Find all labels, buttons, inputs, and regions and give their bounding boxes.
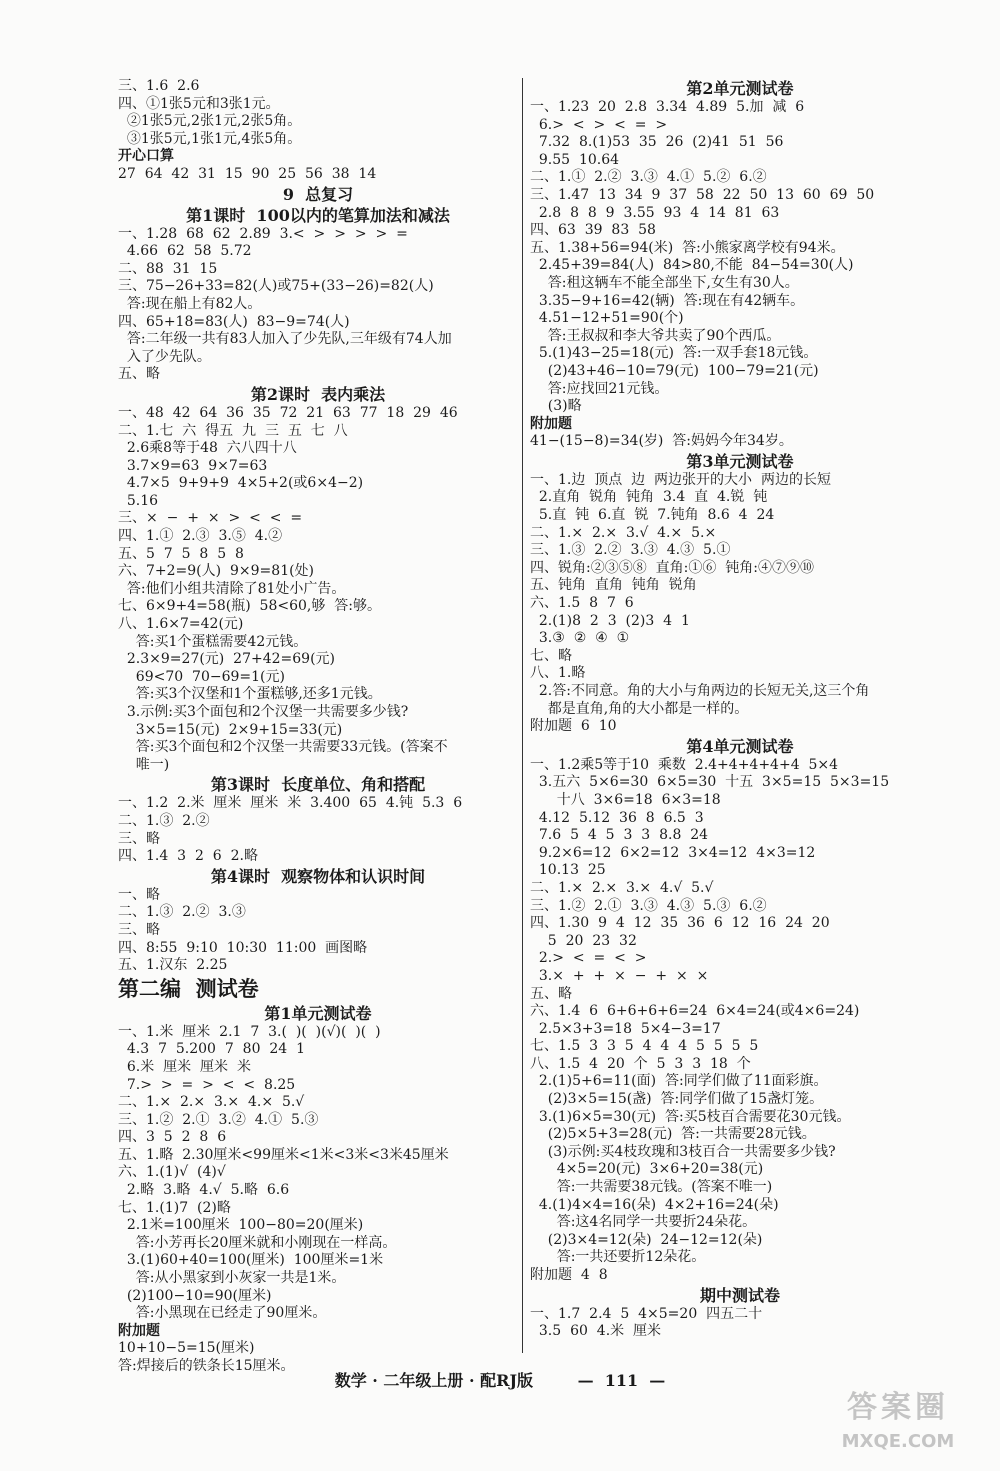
right-heading: 期中测试卷	[699, 1285, 780, 1305]
right-answer-line: 三、1.② 2.① 3.③ 4.③ 5.③ 6.②	[530, 897, 767, 914]
right-answer-line: 3.× + + × − + × ×	[530, 967, 709, 984]
left-answer-line: 三、1.6 2.6	[118, 78, 200, 94]
left-answer-line: 10+10−5=15(厘米)	[118, 1340, 255, 1357]
right-answer-line: 二、1.× 2.× 3.× 4.√ 5.√	[530, 879, 714, 896]
watermark-logo	[808, 1388, 988, 1464]
left-answer-line: 三、1.② 2.① 3.② 4.① 5.③	[118, 1111, 319, 1128]
left-heading: 第二编 测试卷	[118, 975, 259, 1001]
left-answer-line: 二、1.③ 2.② 3.③	[118, 904, 246, 921]
right-answer-line: 4×5=20(元) 3×6+20=38(元)	[530, 1161, 764, 1178]
left-answer-line: ②1张5元,2张1元,2张5角。	[118, 113, 302, 130]
left-answer-line: 六、1.(1)√ (4)√	[118, 1164, 226, 1181]
right-answer-line: 2.45+39=84(人) 84>80,不能 84−54=30(人)	[530, 257, 854, 274]
left-answer-line: 五、5 7 5 8 5 8	[118, 545, 244, 562]
right-answer-line: 4.(1)4×4=16(朵) 4×2+16=24(朵)	[530, 1196, 779, 1213]
left-answer-line: 五、1.汉东 2.25	[118, 957, 228, 974]
left-answer-line: 答:焊接后的铁条长15厘米。	[118, 1358, 295, 1374]
column-divider	[522, 78, 523, 1353]
left-answer-line: 五、略	[118, 366, 160, 383]
left-answer-line: 69<70 70−69=1(元)	[118, 668, 285, 685]
left-answer-line: 7.> > = > < < 8.25	[118, 1076, 296, 1093]
right-answer-line: 5 20 23 32	[530, 932, 637, 949]
left-answer-line: 五、1.略 2.30厘米<99厘米<1米<3米<3米45厘米	[118, 1146, 449, 1163]
right-column	[530, 78, 950, 1341]
left-heading: 第4课时 观察物体和认识时间	[210, 866, 426, 886]
right-answer-line: 7.32 8.(1)53 35 26 (2)41 51 56	[530, 134, 784, 151]
left-answer-line: 答:小芳再长20厘米就和小刚现在一样高。	[118, 1234, 397, 1251]
right-answer-line: 9.2×6=12 6×2=12 3×4=12 4×3=12	[530, 844, 816, 861]
left-answer-line: 一、1.米 厘米 2.1 7 3.( )( )(√)( )( )	[118, 1023, 381, 1040]
left-answer-line: 一、1.2 2.米 厘米 厘米 米 3.400 65 4.钝 5.3 6	[118, 795, 463, 812]
right-answer-line: 附加题 4 8	[530, 1267, 608, 1283]
right-answer-line: 都是直角,角的大小都是一样的。	[530, 700, 749, 717]
left-answer-line: 3.(1)60+40=100(厘米) 100厘米=1米	[118, 1252, 384, 1269]
right-answer-line: 答:一共还要折12朵花。	[530, 1249, 706, 1266]
left-answer-line: 答:二年级一共有83人加入了少先队,三年级有74人加	[118, 331, 452, 348]
right-answer-line: 附加题 6 10	[530, 718, 617, 735]
left-answer-line: 四、1.① 2.③ 3.⑤ 4.②	[118, 528, 283, 545]
right-answer-line: 四、1.30 9 4 12 35 36 6 12 16 24 20	[530, 915, 830, 932]
left-answer-line: 三、75−26+33=82(人)或75+(33−26)=82(人)	[118, 278, 434, 295]
right-answer-line: 答:应找回21元钱。	[530, 380, 669, 397]
left-answer-line: 一、1.28 68 62 2.89 3.< > > > > =	[118, 225, 408, 242]
right-answer-line: (2)3×5=15(盏) 答:同学们做了15盏灯笼。	[530, 1091, 824, 1108]
right-answer-line: 2.(1)8 2 3 (2)3 4 1	[530, 612, 690, 629]
right-answer-line: 八、1.略	[530, 665, 586, 682]
right-heading: 第2单元测试卷	[686, 79, 794, 98]
left-answer-line: 唯一)	[118, 756, 170, 773]
right-answer-line: 4.51−12+51=90(个)	[530, 310, 684, 327]
right-answer-line: 二、1.① 2.② 3.③ 4.① 5.② 6.②	[530, 169, 767, 186]
right-answer-line: 3.(1)6×5=30(元) 答:买5枝百合需要花30元钱。	[530, 1108, 851, 1125]
right-heading: 第4单元测试卷	[686, 736, 794, 756]
right-answer-line: 六、1.5 8 7 6	[530, 595, 634, 612]
left-answer-line: 四、1.4 3 2 6 2.略	[118, 848, 258, 865]
left-answer-line: 开心口算	[118, 148, 174, 165]
right-answer-line: 五、略	[530, 985, 572, 1002]
right-heading: 第3单元测试卷	[686, 451, 794, 471]
left-answer-line: 4.66 62 58 5.72	[118, 243, 252, 260]
left-answer-line: 二、1.七 六 得五 九 三 五 七 八	[118, 422, 348, 439]
right-answer-line: 答:一共需要38元钱。(答案不唯一)	[530, 1179, 773, 1196]
left-answer-line: 四、8:55 9:10 10:30 11:00 画图略	[118, 939, 368, 956]
left-heading: 第2课时 表内乘法	[250, 384, 386, 404]
right-answer-line: 2.8 8 8 9 3.55 93 4 14 81 63	[530, 204, 780, 221]
right-answer-line: 3.③ ② ④ ①	[530, 630, 630, 647]
right-answer-line: 一、1.2乘5等于10 乘数 2.4+4+4+4+4 5×4	[530, 756, 839, 773]
left-answer-line: 答:他们小组共清除了81处小广告。	[118, 580, 346, 597]
watermark-url: MXQE.COM	[841, 1431, 955, 1452]
right-answer-line: 2.答:不同意。角的大小与角两边的长短无关,这三个角	[530, 683, 870, 699]
right-answer-line: (2)43+46−10=79(元) 100−79=21(元)	[530, 362, 819, 379]
left-answer-line: 二、1.③ 2.②	[118, 812, 210, 829]
left-answer-line: 2.6乘8等于48 六八四十八	[118, 440, 297, 457]
left-answer-line: 附加题	[118, 1322, 160, 1339]
right-answer-line: 一、1.边 顶点 边 两边张开的大小 两边的长短	[530, 471, 831, 488]
left-answer-line: 一、略	[118, 886, 160, 903]
left-answer-line: 入了少先队。	[118, 348, 211, 365]
right-answer-line: 五、钝角 直角 钝角 锐角	[530, 577, 697, 594]
right-answer-line: 2.直角 锐角 钝角 3.4 直 4.锐 钝	[530, 489, 768, 506]
right-answer-line: 一、1.7 2.4 5 4×5=20 四五二十	[530, 1305, 763, 1322]
right-answer-line: 七、1.5 3 3 5 4 4 4 5 5 5 5	[530, 1038, 759, 1055]
left-answer-line: 27 64 42 31 15 90 25 56 38 14	[118, 165, 377, 182]
left-answer-line: 一、48 42 64 36 35 72 21 63 77 18 29 46	[118, 404, 458, 421]
right-answer-line: 5.直 钝 6.直 锐 7.钝角 8.6 4 24	[530, 507, 775, 524]
left-answer-line: 2.1米=100厘米 100−80=20(厘米)	[118, 1217, 364, 1234]
left-answer-line: 答:买1个蛋糕需要42元钱。	[118, 633, 308, 650]
right-answer-line: 十八 3×6=18 6×3=18	[530, 791, 721, 808]
left-answer-line: 2.3×9=27(元) 27+42=69(元)	[118, 651, 335, 668]
right-answer-line: 三、1.③ 2.② 3.③ 4.③ 5.①	[530, 542, 731, 559]
right-answer-line: 答:王叔叔和李大爷共卖了90个西瓜。	[530, 327, 781, 344]
right-answer-line: (2)5×5+3=28(元) 答:一共需要28元钱。	[530, 1126, 816, 1143]
right-answer-line: 9.55 10.64	[530, 151, 620, 168]
left-answer-line: (2)100−10=90(厘米)	[118, 1287, 272, 1304]
right-answer-line: 六、1.4 6 6+6+6+6=24 6×4=24(或4×6=24)	[530, 1003, 860, 1020]
left-answer-line: 2.略 3.略 4.√ 5.略 6.6	[118, 1182, 290, 1199]
right-answer-line: (3)示例:买4枝玫瑰和3枝百合一共需要多少钱?	[530, 1143, 836, 1160]
right-answer-line: 3.五六 5×6=30 6×5=30 十五 3×5=15 5×3=15	[530, 774, 890, 791]
left-answer-line: 四、65+18=83(人) 83−9=74(人)	[118, 313, 350, 330]
left-answer-line: 七、6×9+4=58(瓶) 58<60,够 答:够。	[118, 598, 381, 615]
right-answer-line: 一、1.23 20 2.8 3.34 4.89 5.加 减 6	[530, 99, 805, 115]
left-answer-line: 三、略	[118, 921, 160, 938]
left-answer-line: 三、略	[118, 830, 160, 847]
right-answer-line: 7.6 5 4 5 3 3 8.8 24	[530, 827, 709, 844]
right-answer-line: 四、锐角:②③⑤⑧ 直角:①⑥ 钝角:④⑦⑨⑩	[530, 559, 814, 576]
left-answer-line: 八、1.6×7=42(元)	[118, 616, 244, 633]
left-answer-line: 答:现在船上有82人。	[118, 295, 262, 312]
left-answer-line: 4.7×5 9+9+9 4×5+2(或6×4−2)	[118, 475, 364, 492]
left-answer-line: 六、7+2=9(人) 9×9=81(处)	[118, 563, 315, 580]
left-column	[118, 78, 518, 1376]
right-answer-line: 2.(1)5+6=11(面) 答:同学们做了11面彩旗。	[530, 1073, 828, 1090]
right-answer-line: 八、1.5 4 20 个 5 3 3 18 个	[530, 1055, 751, 1072]
left-answer-line: 二、1.× 2.× 3.× 4.× 5.√	[118, 1094, 305, 1111]
left-answer-line: 5.16	[118, 492, 159, 509]
left-answer-line: 四、3 5 2 8 6	[118, 1129, 227, 1146]
left-answer-line: 答:买3个面包和2个汉堡一共需要33元钱。(答案不	[118, 739, 448, 756]
right-answer-line: 3.35−9+16=42(辆) 答:现在有42辆车。	[530, 292, 805, 309]
left-answer-line: 答:买3个汉堡和1个蛋糕够,还多1元钱。	[118, 686, 382, 703]
left-answer-line: 二、88 31 15	[118, 260, 218, 277]
left-answer-line: 七、1.(1)7 (2)略	[118, 1199, 231, 1216]
right-answer-line: 附加题	[530, 415, 572, 432]
left-answer-line: ③1张5元,1张1元,4张5角。	[118, 130, 302, 147]
left-answer-line: 3.7×9=63 9×7=63	[118, 457, 268, 474]
right-answer-line: 41−(15−8)=34(岁) 答:妈妈今年34岁。	[530, 433, 793, 450]
right-answer-line: 4.12 5.12 36 8 6.5 3	[530, 809, 704, 826]
left-answer-line: 6.米 厘米 厘米 米	[118, 1058, 251, 1075]
right-answer-line: 四、63 39 83 58	[530, 222, 656, 239]
watermark-main: 答案圈	[847, 1390, 949, 1425]
right-answer-line: 5.(1)43−25=18(元) 答:一双手套18元钱。	[530, 345, 818, 362]
left-heading: 第1单元测试卷	[264, 1003, 372, 1023]
right-answer-line: 2.5×3+3=18 5×4−3=17	[530, 1020, 721, 1037]
right-answer-line: 10.13 25	[530, 862, 606, 879]
left-answer-line: 答:从小黑家到小灰家一共是1米。	[118, 1270, 346, 1287]
page-footer: 数学 · 二年级上册 · 配RJ版 — 111 —	[334, 1371, 666, 1390]
right-answer-line: 七、略	[530, 647, 572, 664]
right-answer-line: 五、1.38+56=94(米) 答:小熊家离学校有94米。	[530, 239, 845, 256]
left-heading: 第3课时 长度单位、角和搭配	[210, 775, 426, 795]
right-answer-line: 二、1.× 2.× 3.√ 4.× 5.×	[530, 524, 717, 541]
right-answer-line: 答:这4名同学一共要折24朵花。	[530, 1214, 757, 1231]
left-heading: 9 总复习	[282, 184, 354, 204]
left-answer-line: 3.示例:买3个面包和2个汉堡一共需要多少钱?	[118, 704, 409, 720]
right-answer-line: 6.> < > < = >	[530, 116, 668, 133]
left-answer-line: 3×5=15(元) 2×9+15=33(元)	[118, 721, 343, 738]
right-answer-line: 3.5 60 4.米 厘米	[530, 1323, 662, 1340]
left-answer-line: 答:小黑现在已经走了90厘米。	[118, 1305, 327, 1322]
right-answer-line: (3)略	[530, 398, 582, 415]
right-answer-line: (2)3×4=12(朵) 24−12=12(朵)	[530, 1231, 763, 1248]
right-answer-line: 答:租这辆车不能全部坐下,女生有30人。	[530, 274, 799, 291]
left-heading: 第1课时 100以内的笔算加法和减法	[186, 205, 450, 225]
right-answer-line: 三、1.47 13 34 9 37 58 22 50 13 60 69 50	[530, 186, 875, 203]
left-answer-line: 4.3 7 5.200 7 80 24 1	[118, 1041, 305, 1058]
left-answer-line: 三、× − + × > < < =	[118, 510, 303, 527]
right-answer-line: 2.> < = < >	[530, 950, 647, 967]
left-answer-line: 四、①1张5元和3张1元。	[118, 95, 280, 112]
